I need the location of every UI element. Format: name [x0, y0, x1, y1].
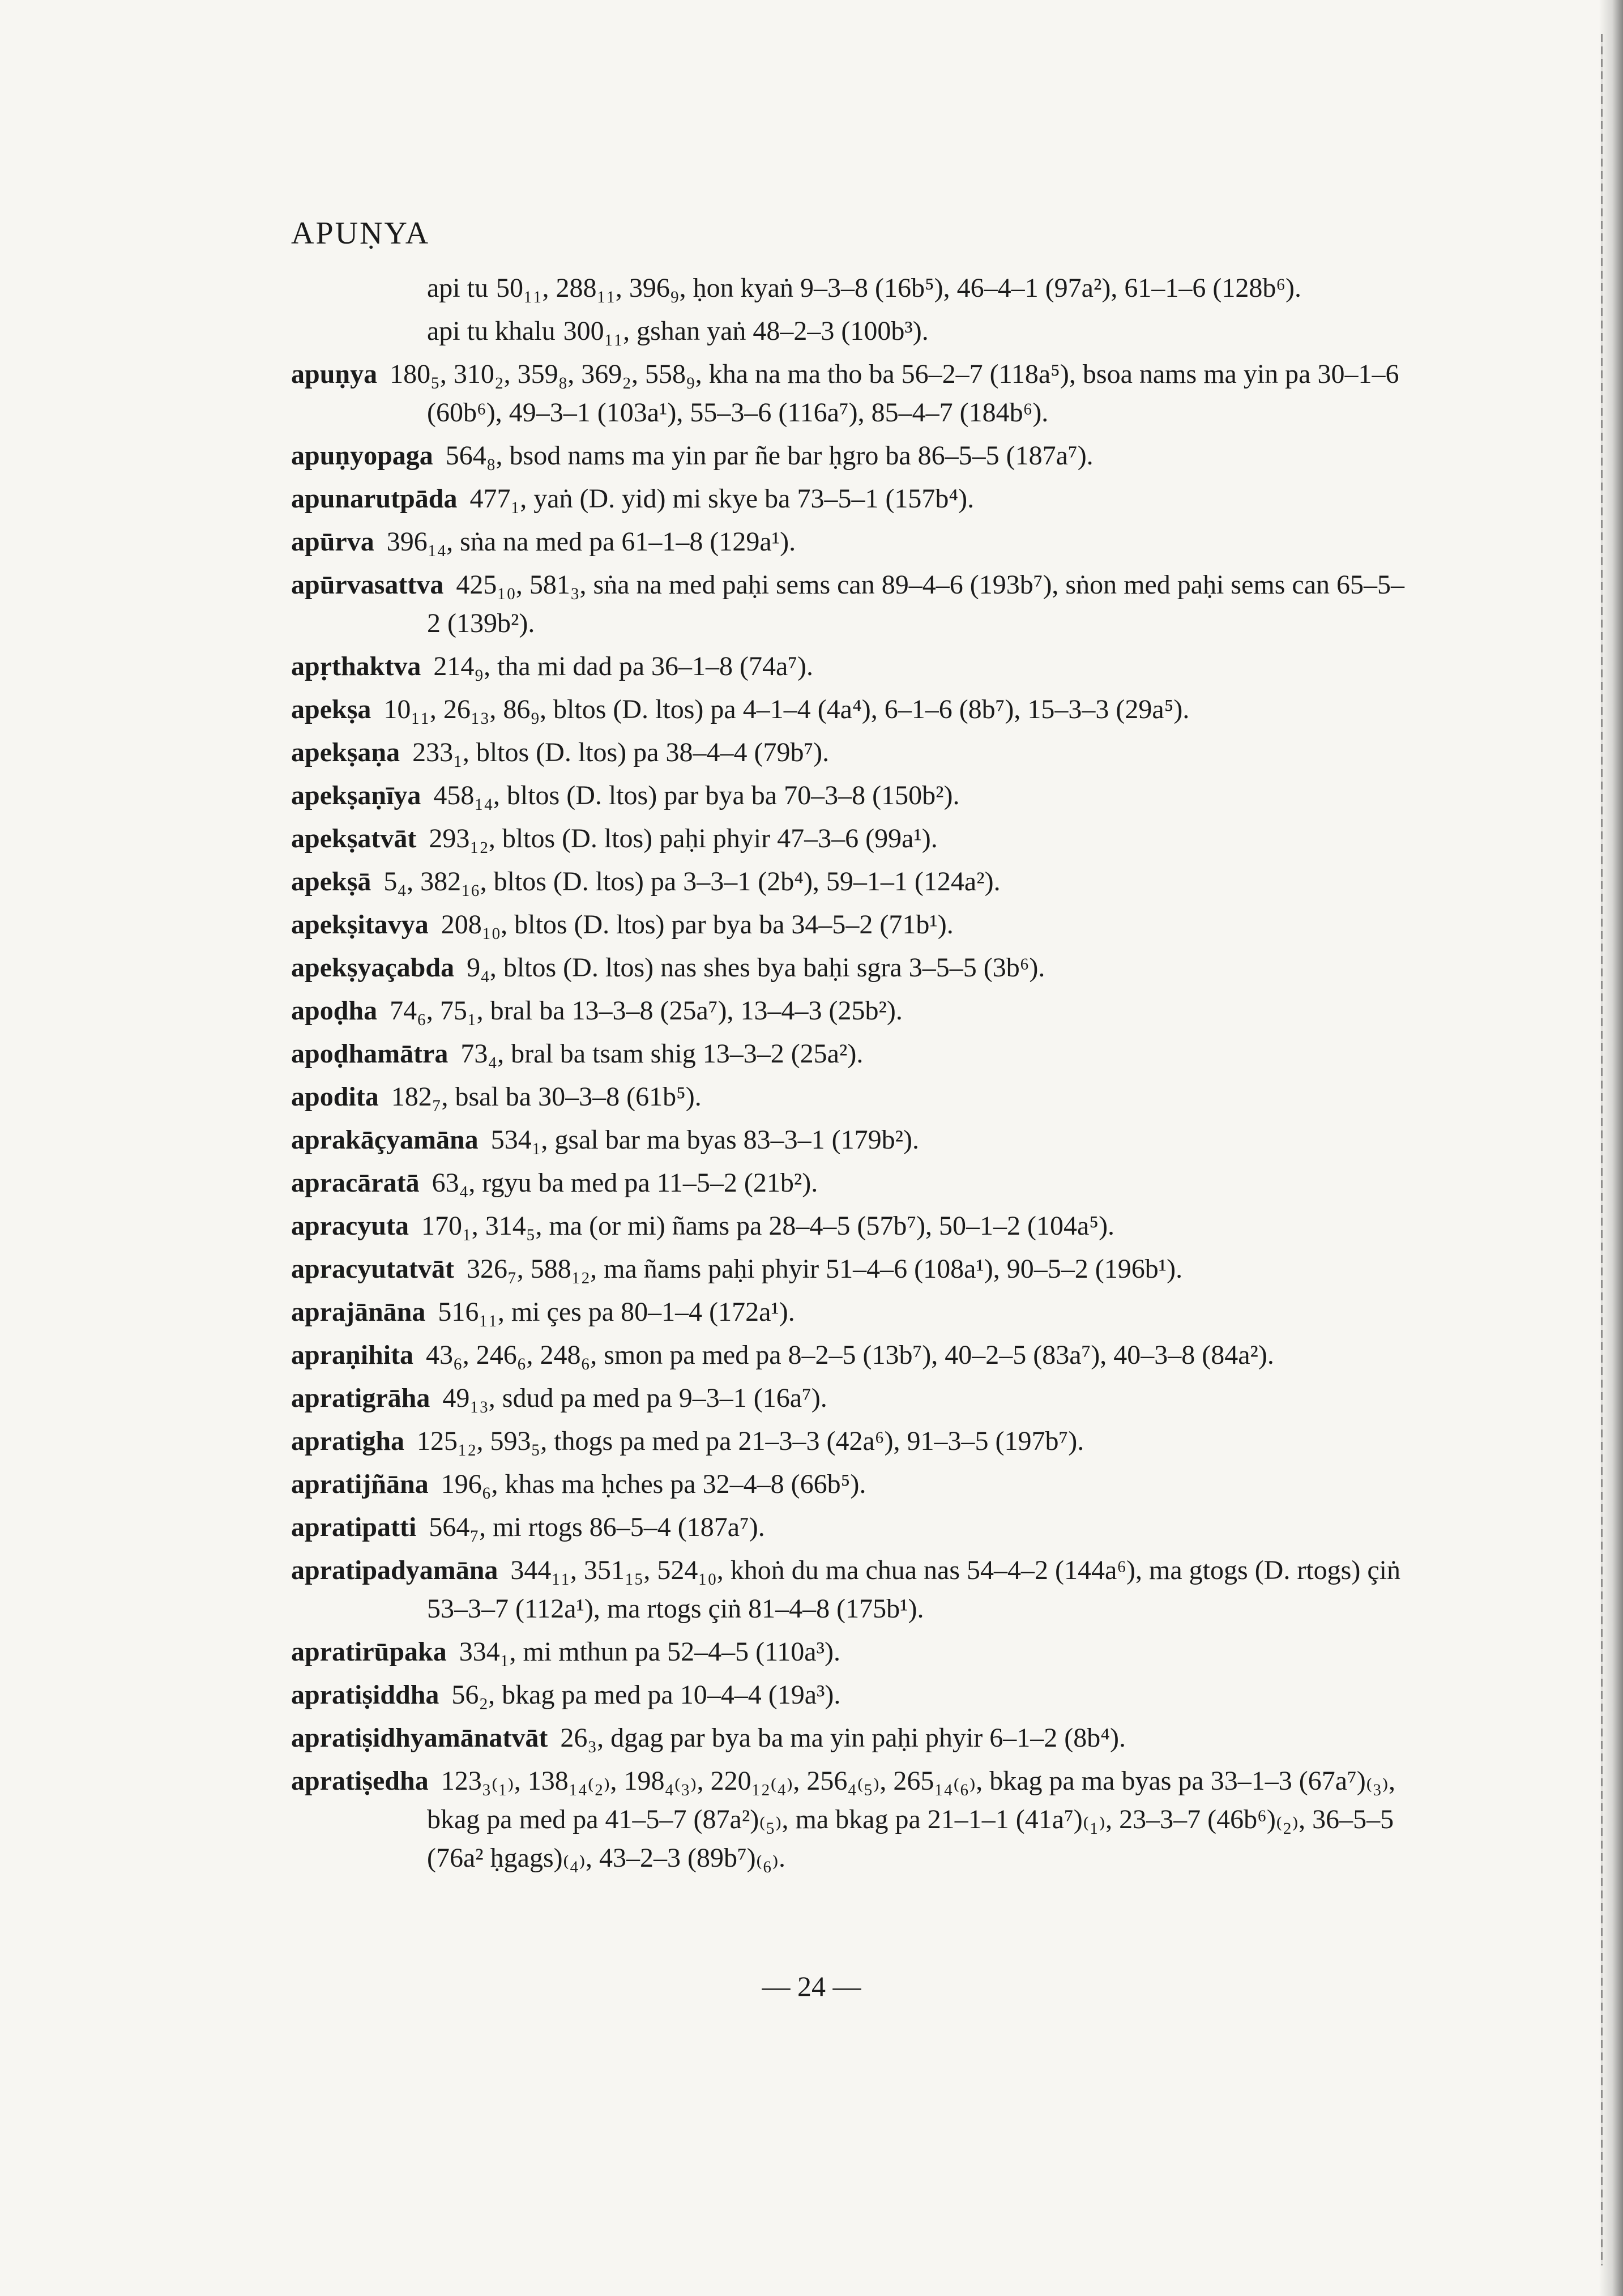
page-number: — 24 — [762, 1970, 861, 2002]
entry-headword: apūrva [291, 527, 374, 557]
entry-citations: 56₂, bkag pa med pa 10–4–4 (19a³). [451, 1680, 841, 1710]
entry-headword: apūrvasattva [291, 570, 444, 600]
entry-headword: apekṣyaçabda [291, 953, 455, 983]
entry-citations: 196₆, khas ma ḥches pa 32–4–8 (66b⁵). [441, 1469, 866, 1499]
dictionary-entry [291, 355, 1410, 432]
dictionary-entry [291, 1336, 1410, 1375]
dictionary-entry [291, 1078, 1410, 1116]
entry-headword: apodita [291, 1082, 379, 1112]
entry-citations: 63₄, rgyu ba med pa 11–5–2 (21b²). [432, 1168, 818, 1198]
dictionary-entry [291, 1719, 1410, 1757]
dictionary-entry [291, 480, 1410, 518]
entry-citations: 534₁, gsal bar ma byas 83–3–1 (179b²). [490, 1125, 920, 1155]
entry-headword: apratipadyamāna [291, 1555, 498, 1585]
dictionary-entry [291, 523, 1410, 561]
entry-headword: apratigrāha [291, 1383, 430, 1413]
entry-citations: 564₈, bsod nams ma yin par ñe bar ḥgro ba 86–5–5 (187a⁷). [445, 441, 1094, 471]
entry-citations: 334₁, mi mthun pa 52–4–5 (110a³). [459, 1637, 840, 1667]
dictionary-entry [291, 863, 1410, 901]
dictionary-entry [291, 1676, 1410, 1714]
entry-citations: 180₅, 310₂, 359₈, 369₂, 558₉, kha na ma tho ba 56–2–7 (118a⁵), bsoa nams ma yin pa 30–1–6 (60b⁶), 49–3–1 (103a¹), 55–3–6 (116a⁷), 85–4–7 (184b⁶). [390, 359, 1399, 428]
entry-citations: 477₁, yaṅ (D. yid) mi skye ba 73–5–1 (157b⁴). [469, 484, 975, 514]
entry-headword: apratiṣidhyamānatvāt [291, 1723, 548, 1753]
entry-citations: 74₆, 75₁, bral ba 13–3–8 (25a⁷), 13–4–3 (25b²). [390, 996, 903, 1026]
entry-list [291, 269, 1410, 1882]
entry-headword: apratigha [291, 1426, 405, 1456]
dictionary-entry [291, 1293, 1410, 1331]
entry-headword: apratijñāna [291, 1469, 429, 1499]
entry-citations: 182₇, bsal ba 30–3–8 (61b⁵). [391, 1082, 702, 1112]
entry-headword: apratiṣedha [291, 1766, 429, 1796]
dictionary-entry [291, 1379, 1410, 1418]
entry-headword: apekṣatvāt [291, 823, 417, 853]
entry-citations: 344₁₁, 351₁₅, 524₁₀, khoṅ du ma chua nas 54–4–2 (144a⁶), ma gtogs (D. rtogs) çiṅ 53–3–7 (112a¹), ma rtogs çiṅ 81–4–8 (175b¹). [427, 1555, 1400, 1624]
page-edge-shadow [1599, 0, 1623, 2296]
page-edge-line [1601, 34, 1603, 2265]
dictionary-entry [291, 690, 1410, 729]
entry-headword: apracāratā [291, 1168, 420, 1198]
dictionary-entry [291, 733, 1410, 772]
entry-citations: 10₁₁, 26₁₃, 86₉, bltos (D. ltos) pa 4–1–4 (4a⁴), 6–1–6 (8b⁷), 15–3–3 (29a⁵). [383, 694, 1190, 724]
dictionary-entry [291, 949, 1410, 987]
dictionary-entry [291, 1508, 1410, 1547]
entry-citations: 300₁₁, gshan yaṅ 48–2–3 (100b³). [563, 316, 929, 346]
dictionary-entry [291, 1250, 1410, 1288]
dictionary-entry [291, 820, 1410, 858]
dictionary-entry [291, 906, 1410, 944]
entry-citations: 5₄, 382₁₆, bltos (D. ltos) pa 3–3–1 (2b⁴), 59–1–1 (124a²). [383, 867, 1001, 897]
dictionary-entry [291, 269, 1410, 308]
dictionary-entry [291, 1207, 1410, 1245]
entry-citations: 564₇, mi rtogs 86–5–4 (187a⁷). [429, 1512, 765, 1542]
entry-citations: 396₁₄, sṅa na med pa 61–1–8 (129a¹). [386, 527, 796, 557]
entry-headword: apoḍha [291, 996, 378, 1026]
entry-citations: 293₁₂, bltos (D. ltos) paḥi phyir 47–3–6 (99a¹). [429, 823, 938, 853]
dictionary-entry [291, 312, 1410, 351]
entry-headword: apracyutatvāt [291, 1254, 454, 1284]
entry-citations: 43₆, 246₆, 248₆, smon pa med pa 8–2–5 (13b⁷), 40–2–5 (83a⁷), 40–3–8 (84a²). [426, 1340, 1274, 1370]
entry-citations: 458₁₄, bltos (D. ltos) par bya ba 70–3–8 (150b²). [433, 780, 960, 810]
entry-citations: 73₄, bral ba tsam shig 13–3–2 (25a²). [460, 1039, 864, 1069]
entry-citations: 125₁₂, 593₅, thogs pa med pa 21–3–3 (42a⁶), 91–3–5 (197b⁷). [417, 1426, 1084, 1456]
entry-citations: 49₁₃, sdud pa med pa 9–3–1 (16a⁷). [442, 1383, 827, 1413]
entry-citations: 26₃, dgag par bya ba ma yin paḥi phyir 6–1–2 (8b⁴). [560, 1723, 1126, 1753]
dictionary-entry [291, 566, 1410, 643]
dictionary-entry [291, 1164, 1410, 1202]
dictionary-entry [291, 776, 1410, 815]
entry-citations: 516₁₁, mi çes pa 80–1–4 (172a¹). [438, 1297, 795, 1327]
entry-citations: 326₇, 588₁₂, ma ñams paḥi phyir 51–4–6 (108a¹), 90–5–2 (196b¹). [466, 1254, 1183, 1284]
entry-citations: 123₃₍₁₎, 138₁₄₍₂₎, 198₄₍₃₎, 220₁₂₍₄₎, 256₄₍₅₎, 265₁₄₍₆₎, bkag pa ma byas pa 33–1–3 (67a⁷)₍₃₎, bkag pa med pa 41–5–7 (87a²)₍₅₎, ma bkag pa 21–1–1 (41a⁷)₍₁₎, 23–3–7 (46b⁶)₍₂₎, 36–5–5 (76a² ḥgags)₍₄₎, 43–2–3 (89b⁷)₍₆₎. [427, 1766, 1396, 1873]
entry-citations: 208₁₀, bltos (D. ltos) par bya ba 34–5–2 (71b¹). [441, 910, 954, 940]
entry-headword: api tu [427, 273, 488, 303]
dictionary-entry [291, 1551, 1410, 1628]
dictionary-entry [291, 647, 1410, 686]
dictionary-entry [291, 1633, 1410, 1671]
dictionary-entry [291, 1762, 1410, 1877]
entry-headword: apekṣā [291, 867, 371, 897]
entry-headword: apoḍhamātra [291, 1039, 449, 1069]
entry-citations: 233₁, bltos (D. ltos) pa 38–4–4 (79b⁷). [412, 737, 830, 767]
entry-headword: apekṣaṇīya [291, 780, 421, 810]
entry-headword: apuṇyopaga [291, 441, 433, 471]
dictionary-entry [291, 1121, 1410, 1159]
entry-citations: 425₁₀, 581₃, sṅa na med paḥi sems can 89–4–6 (193b⁷), sṅon med paḥi sems can 65–5–2 (139b²). [427, 570, 1404, 638]
entry-headword: apṛthaktva [291, 651, 421, 681]
dictionary-entry [291, 1035, 1410, 1073]
entry-headword: apratirūpaka [291, 1637, 447, 1667]
dictionary-entry [291, 437, 1410, 475]
entry-citations: 50₁₁, 288₁₁, 396₉, ḥon kyaṅ 9–3–8 (16b⁵), 46–4–1 (97a²), 61–1–6 (128b⁶). [496, 273, 1302, 303]
entry-citations: 9₄, bltos (D. ltos) nas shes bya baḥi sgra 3–5–5 (3b⁶). [467, 953, 1045, 983]
dictionary-entry [291, 1465, 1410, 1504]
entry-headword: apratipatti [291, 1512, 417, 1542]
entry-citations: 214₉, tha mi dad pa 36–1–8 (74a⁷). [433, 651, 814, 681]
entry-headword: apraṇihita [291, 1340, 414, 1370]
entry-headword: aprakāçyamāna [291, 1125, 479, 1155]
entry-headword: apekṣitavya [291, 910, 429, 940]
running-header: APUṆYA [291, 216, 430, 251]
entry-headword: apracyuta [291, 1211, 409, 1241]
dictionary-entry [291, 1422, 1410, 1461]
entry-headword: apratiṣiddha [291, 1680, 439, 1710]
entry-headword: api tu khalu [427, 316, 556, 346]
entry-headword: apunarutpāda [291, 484, 458, 514]
entry-headword: apekṣaṇa [291, 737, 400, 767]
entry-citations: 170₁, 314₅, ma (or mi) ñams pa 28–4–5 (57b⁷), 50–1–2 (104a⁵). [421, 1211, 1115, 1241]
entry-headword: apuṇya [291, 359, 378, 389]
entry-headword: aprajānāna [291, 1297, 426, 1327]
dictionary-entry [291, 992, 1410, 1030]
entry-headword: apekṣa [291, 694, 371, 724]
